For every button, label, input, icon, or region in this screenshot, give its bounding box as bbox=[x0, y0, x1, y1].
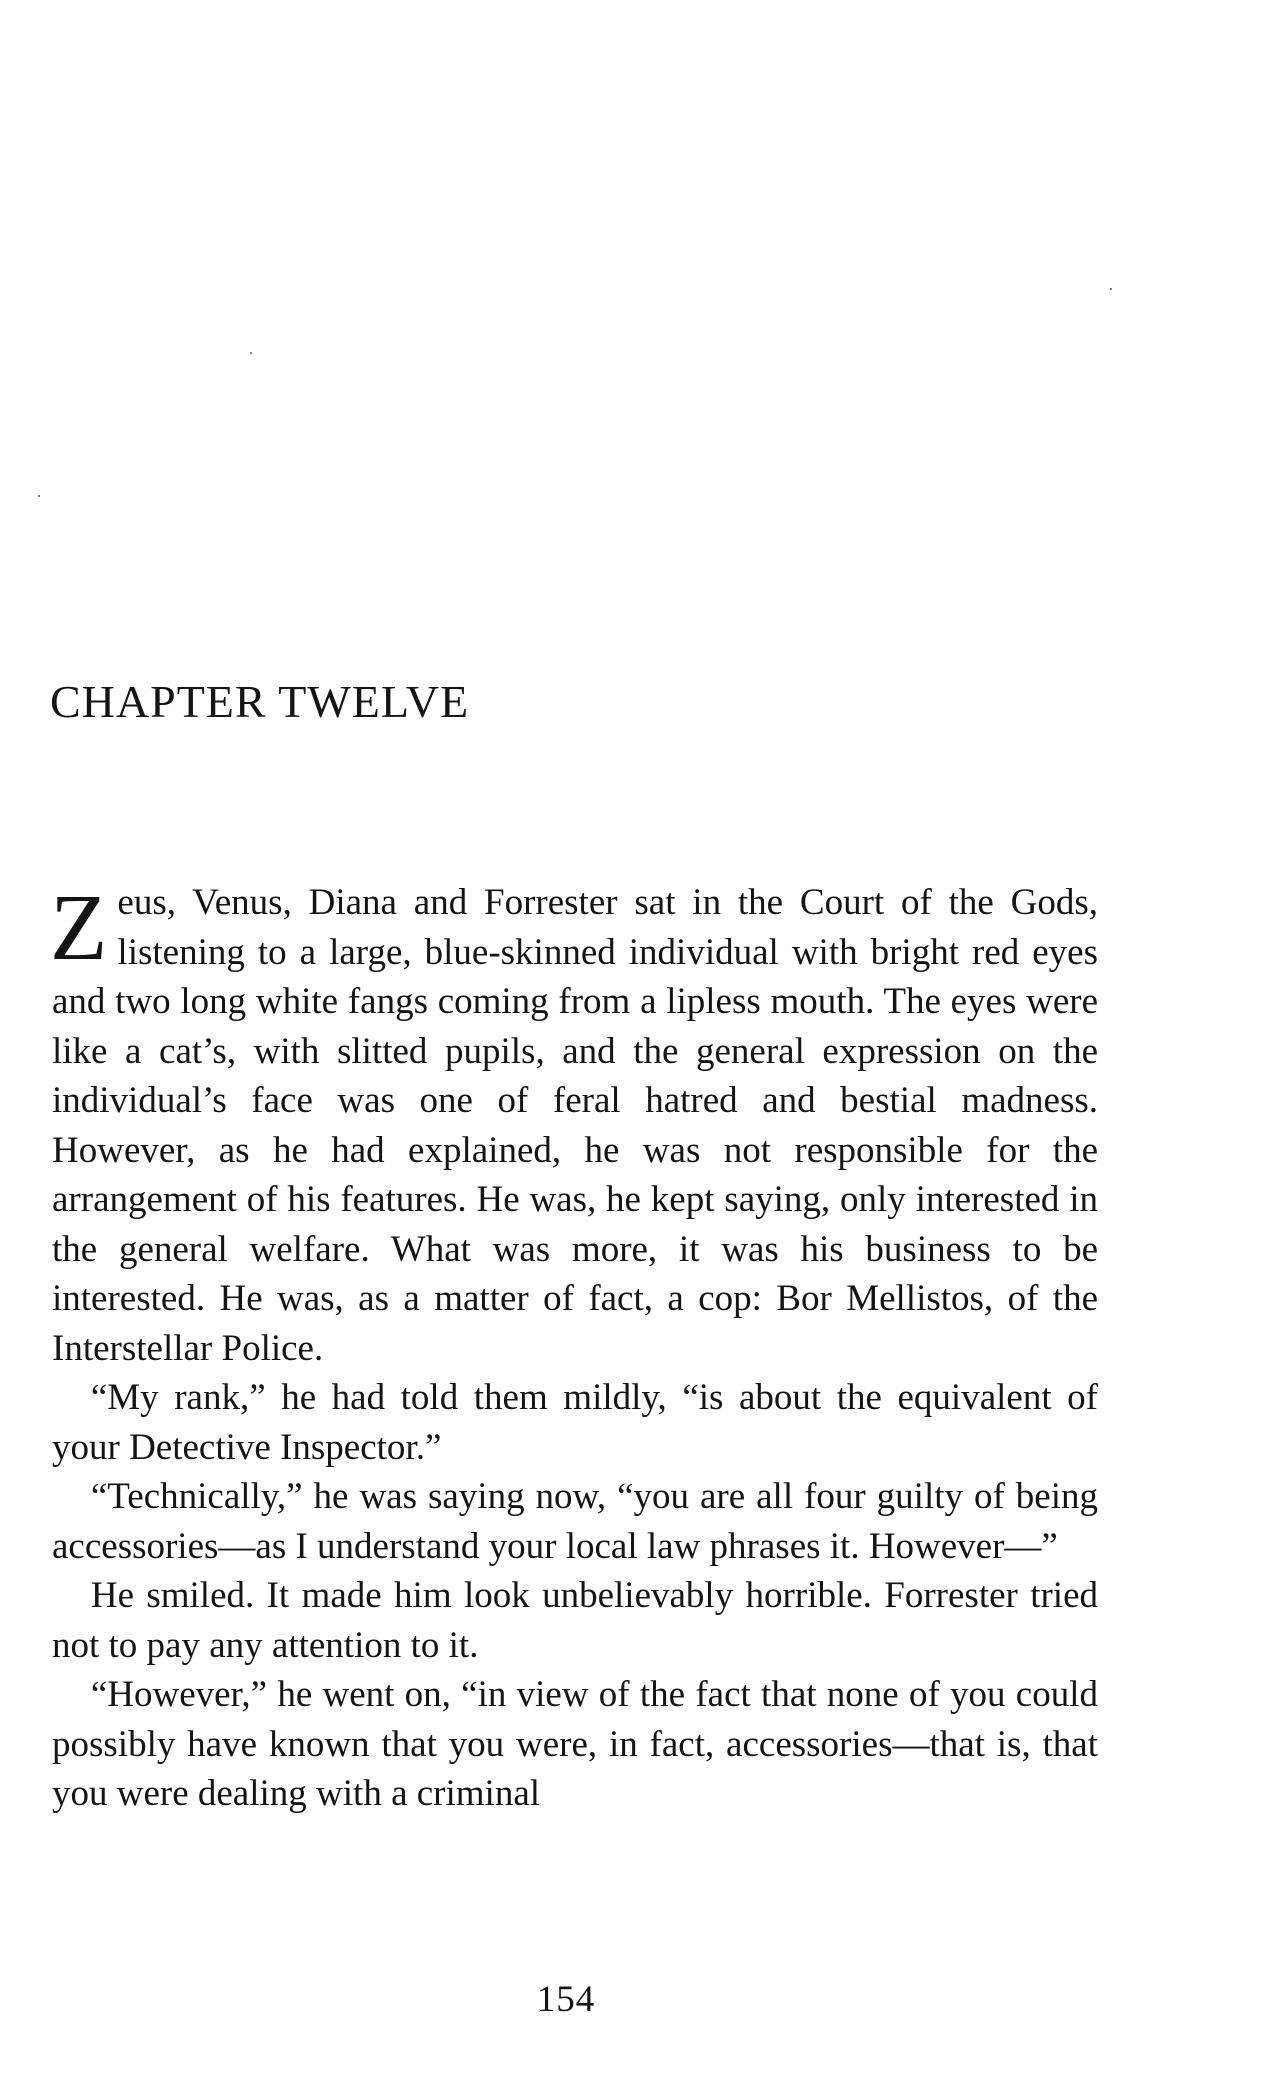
page-number: 154 bbox=[536, 1979, 596, 2020]
paragraph-1 bbox=[52, 878, 1098, 1373]
paper-speck bbox=[250, 352, 252, 354]
drop-cap: Z bbox=[50, 876, 108, 980]
paper-speck bbox=[38, 495, 40, 497]
chapter-body bbox=[52, 878, 1098, 1819]
paragraph-5: “However,” he went on, “in view of the fact that none of you could possibly have known that you were, in fact, accessories—that is, that you were dealing with a criminal bbox=[52, 1674, 1098, 1814]
paragraph-4: He smiled. It made him look unbelievably horrible. Forrester tried not to pay any attention to it. bbox=[52, 1575, 1098, 1666]
paragraph-2: “My rank,” he had told them mildly, “is about the equivalent of your Detective Inspector.” bbox=[52, 1377, 1098, 1468]
paragraph-3: “Technically,” he was saying now, “you are all four guilty of being accessories—as I understand your local law phrases it. However—” bbox=[52, 1476, 1098, 1567]
paragraph-1-text: eus, Venus, Diana and Forrester sat in the Court of the Gods, listening to a large, blue-skinned individual with bright red eyes and two long white fangs coming from a lipless mouth. The eyes were like a cat’s, with slitted pupils, and the general expression on the individual’s face was one of feral hatred and bestial madness. However, as he had explained, he was not responsible for the arrangement of his features. He was, he kept saying, only interested in the general welfare. What was more, it was his business to be interested. He was, as a matter of fact, a cop: Bor Mellistos, of the Interstellar Police. bbox=[52, 882, 1098, 1369]
paper-speck bbox=[1110, 288, 1112, 290]
chapter-heading: CHAPTER TWELVE bbox=[50, 676, 470, 727]
